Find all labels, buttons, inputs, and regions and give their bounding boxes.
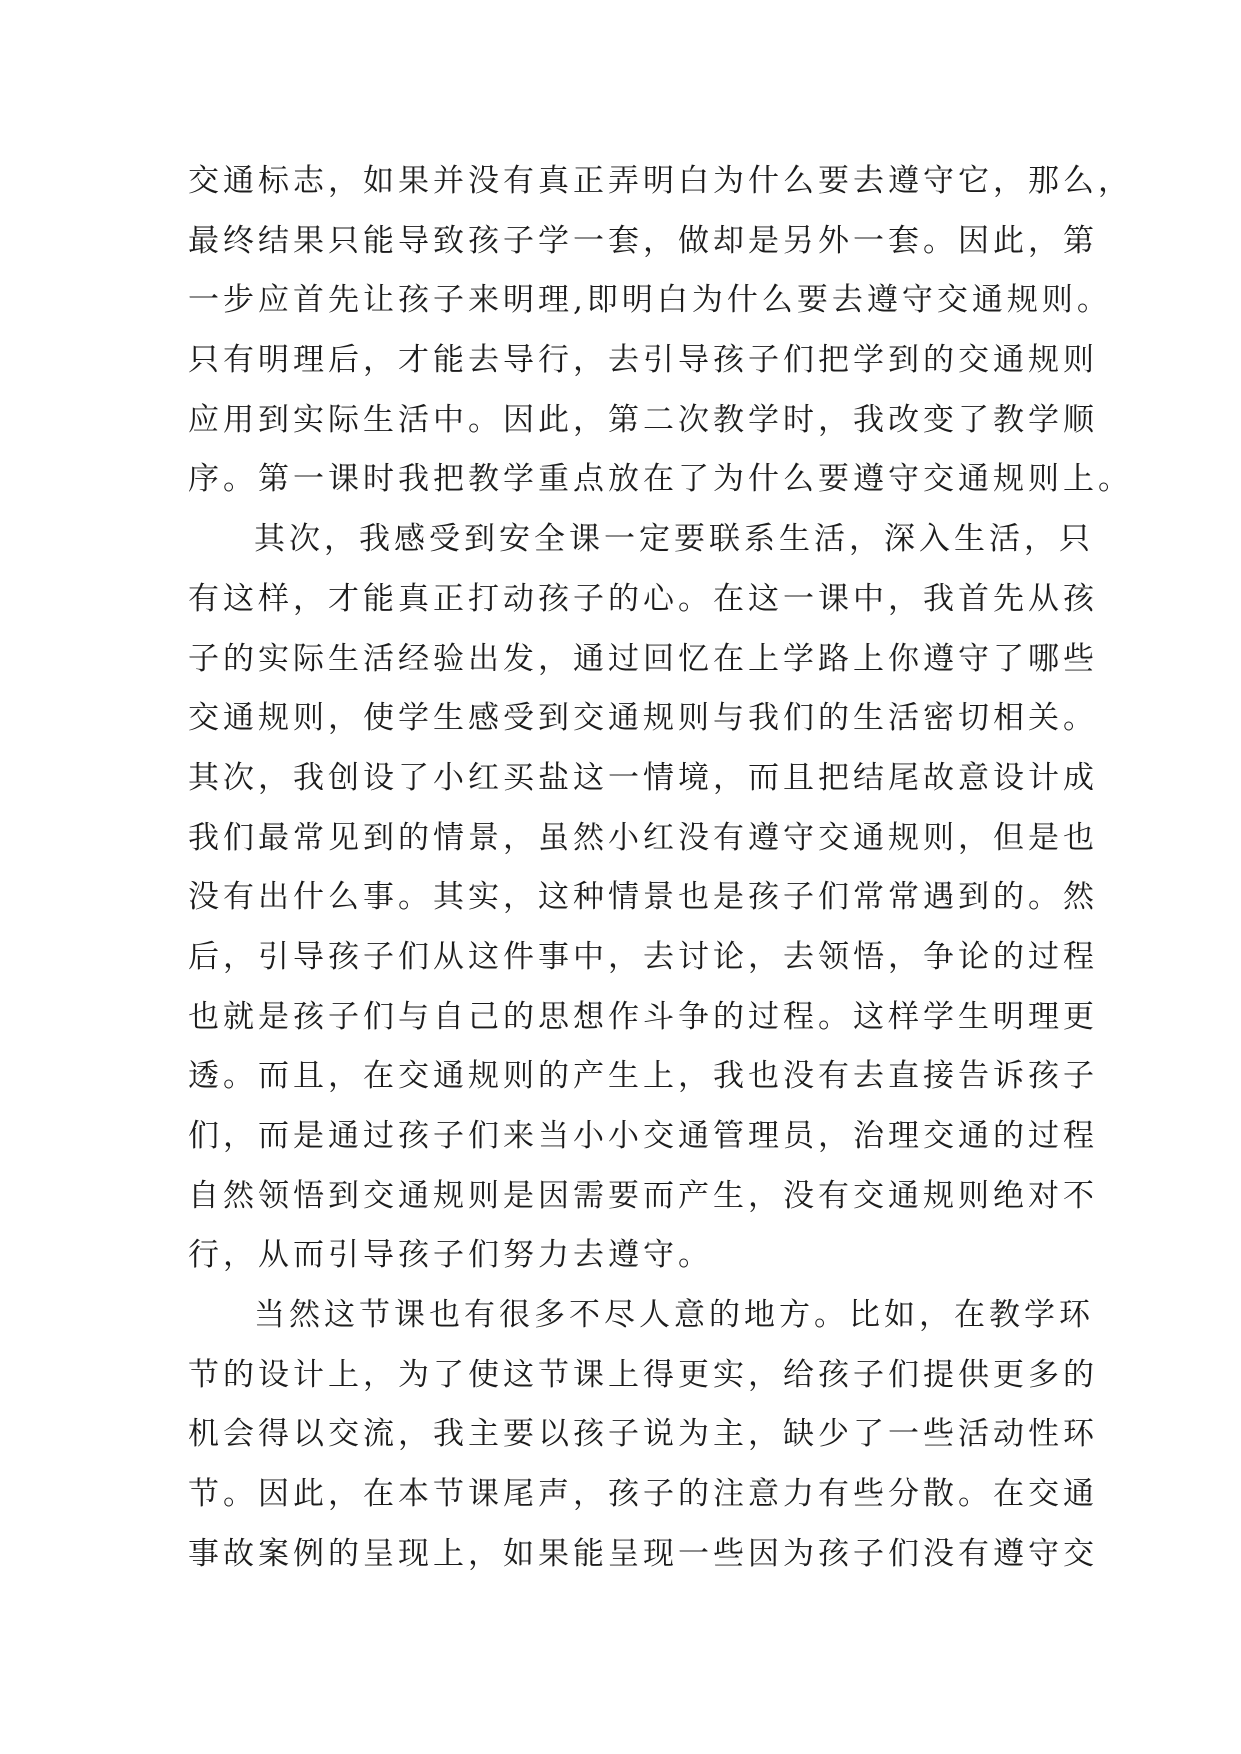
text-line: 节的设计上，为了使这节课上得更实，给孩子们提供更多的 bbox=[188, 1356, 1098, 1393]
text-line: 节。因此，在本节课尾声，孩子的注意力有些分散。在交通 bbox=[188, 1476, 1098, 1513]
text-line: 其次，我感受到安全课一定要联系生活，深入生活，只 bbox=[254, 521, 1094, 558]
paragraph-3 bbox=[188, 1286, 1098, 1584]
text-line: 最终结果只能导致孩子学一套，做却是另外一套。因此，第 bbox=[188, 222, 1098, 259]
text-line: 序。第一课时我把教学重点放在了为什么要遵守交通规则上。 bbox=[188, 461, 1133, 498]
text-line: 没有出什么事。其实，这种情景也是孩子们常常遇到的。然 bbox=[188, 879, 1098, 916]
document-body bbox=[188, 152, 1133, 1585]
text-line: 机会得以交流，我主要以孩子说为主，缺少了一些活动性环 bbox=[188, 1416, 1098, 1453]
text-line: 当然这节课也有很多不尽人意的地方。比如，在教学环 bbox=[254, 1297, 1094, 1334]
text-line: 后，引导孩子们从这件事中，去讨论，去领悟，争论的过程 bbox=[188, 938, 1098, 975]
text-line: 交通标志，如果并没有真正弄明白为什么要去遵守它，那么， bbox=[188, 163, 1133, 199]
text-line: 一步应首先让孩子来明理,即明白为什么要去遵守交通规则。 bbox=[188, 282, 1112, 319]
text-line: 子的实际生活经验出发，通过回忆在上学路上你遵守了哪些 bbox=[188, 640, 1098, 677]
text-line: 透。而且，在交通规则的产生上，我也没有去直接告诉孩子 bbox=[188, 1058, 1098, 1095]
text-line: 有这样，才能真正打动孩子的心。在这一课中，我首先从孩 bbox=[188, 580, 1098, 617]
paragraph-2 bbox=[188, 510, 1098, 1286]
text-line: 应用到实际生活中。因此，第二次教学时，我改变了教学顺 bbox=[188, 401, 1098, 438]
text-line: 交通规则，使学生感受到交通规则与我们的生活密切相关。 bbox=[188, 700, 1098, 737]
text-line: 我们最常见到的情景，虽然小红没有遵守交通规则，但是也 bbox=[188, 819, 1098, 856]
text-line: 只有明理后，才能去导行，去引导孩子们把学到的交通规则 bbox=[188, 342, 1098, 379]
text-line: 们，而是通过孩子们来当小小交通管理员，治理交通的过程 bbox=[188, 1118, 1098, 1154]
paragraph-1 bbox=[188, 152, 1133, 510]
text-line: 其次，我创设了小红买盐这一情境，而且把结尾故意设计成 bbox=[188, 759, 1098, 796]
text-line: 也就是孩子们与自己的思想作斗争的过程。这样学生明理更 bbox=[188, 998, 1098, 1035]
text-line: 事故案例的呈现上，如果能呈现一些因为孩子们没有遵守交 bbox=[188, 1535, 1098, 1572]
text-line: 自然领悟到交通规则是因需要而产生，没有交通规则绝对不 bbox=[188, 1177, 1098, 1214]
text-line: 行，从而引导孩子们努力去遵守。 bbox=[188, 1237, 713, 1274]
